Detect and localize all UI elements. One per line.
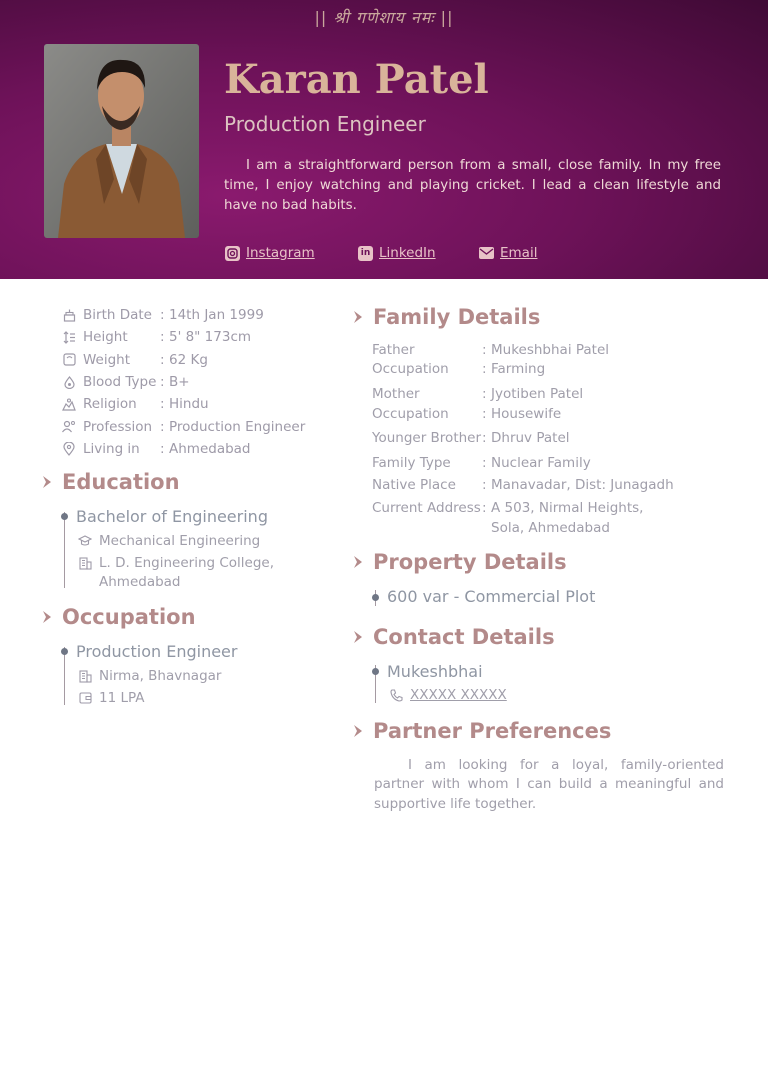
partner-preferences-text: I am looking for a loyal, family-oriented partner with whom I can build a meaningful and supportive life together. <box>374 757 724 812</box>
info-row-profession: Profession : Production Engineer <box>62 415 305 437</box>
blood-drop-icon <box>62 375 76 389</box>
arrow-icon <box>352 310 363 324</box>
profile-photo <box>44 44 199 238</box>
family-row-native-place: Native Place : Manavadar, Dist: Junagadh <box>372 477 674 493</box>
instagram-label: Instagram <box>246 245 315 261</box>
info-row-religion: Religion : Hindu <box>62 393 305 415</box>
mantra: || श्री गणेशाय नमः || <box>314 8 454 27</box>
family-heading: Family Details <box>352 305 540 329</box>
contact-name: Mukeshbhai <box>387 662 483 681</box>
personal-info <box>62 304 305 460</box>
family-row-younger-brother: Younger Brother : Dhruv Patel <box>372 430 570 446</box>
religion-icon <box>62 397 76 411</box>
timeline-dot <box>372 668 379 675</box>
profile-name: Karan Patel <box>224 56 489 103</box>
education-heading: Education <box>41 470 180 494</box>
family-row-family-type: Family Type : Nuclear Family <box>372 455 591 471</box>
info-row-height: Height : 5' 8" 173cm <box>62 326 305 348</box>
linkedin-label: LinkedIn <box>379 245 436 261</box>
cake-icon <box>62 308 76 322</box>
family-row-current-address: Current Address : A 503, Nirmal Heights, Sola, Ahmedabad <box>372 500 644 536</box>
family-row-father: Father : Mukeshbhai Patel <box>372 342 610 358</box>
education-branch: Mechanical Engineering <box>78 532 260 551</box>
property-heading: Property Details <box>352 550 567 574</box>
mail-icon <box>479 246 494 261</box>
occupation-heading: Occupation <box>41 605 196 629</box>
education-degree: Bachelor of Engineering <box>76 507 268 526</box>
contact-heading: Contact Details <box>352 625 555 649</box>
family-row-mother: Mother : Jyotiben Patel <box>372 386 584 402</box>
arrow-icon <box>41 475 52 489</box>
arrow-icon <box>352 630 363 644</box>
timeline-dot <box>61 648 68 655</box>
profession-icon <box>62 420 76 434</box>
info-row-blood-type: Blood Type : B+ <box>62 371 305 393</box>
building-icon <box>78 556 92 570</box>
occupation-role: Production Engineer <box>76 642 238 661</box>
instagram-link[interactable] <box>225 244 315 262</box>
building-icon <box>78 669 92 683</box>
phone-icon <box>389 688 403 702</box>
about-text: I am a straightforward person from a small, close family. In my free time, I enjoy watching and playing cricket. I lead a clean lifestyle and have no bad habits. <box>224 158 721 213</box>
arrow-icon <box>352 724 363 738</box>
wallet-icon <box>78 691 92 705</box>
scale-icon <box>62 353 76 367</box>
education-timeline <box>64 512 65 588</box>
instagram-icon <box>225 246 240 261</box>
occupation-timeline <box>64 647 65 705</box>
family-row-mother-occupation: Occupation : Housewife <box>372 406 562 422</box>
education-college: L. D. Engineering College, Ahmedabad <box>78 554 278 592</box>
occupation-salary: 11 LPA <box>78 689 145 708</box>
arrow-icon <box>41 610 52 624</box>
partner-heading: Partner Preferences <box>352 719 611 743</box>
linkedin-icon: in <box>358 246 373 261</box>
info-row-living-in: Living in : Ahmedabad <box>62 438 305 460</box>
occupation-company: Nirma, Bhavnagar <box>78 667 221 686</box>
graduation-cap-icon <box>78 534 92 548</box>
timeline-dot <box>61 513 68 520</box>
property-item: 600 var - Commercial Plot <box>387 587 596 606</box>
timeline-dot <box>372 594 379 601</box>
contact-phone[interactable] <box>389 686 507 705</box>
linkedin-link[interactable] <box>358 244 436 262</box>
profile-header <box>0 0 768 279</box>
email-label: Email <box>500 245 538 261</box>
arrow-icon <box>352 555 363 569</box>
info-row-weight: Weight : 62 Kg <box>62 349 305 371</box>
phone-number: XXXXX XXXXX <box>410 687 507 703</box>
info-row-birth-date: Birth Date : 14th Jan 1999 <box>62 304 305 326</box>
profile-title: Production Engineer <box>224 112 426 136</box>
height-icon <box>62 330 76 344</box>
email-link[interactable] <box>479 244 537 262</box>
location-pin-icon <box>62 442 76 456</box>
family-row-father-occupation: Occupation : Farming <box>372 361 546 377</box>
